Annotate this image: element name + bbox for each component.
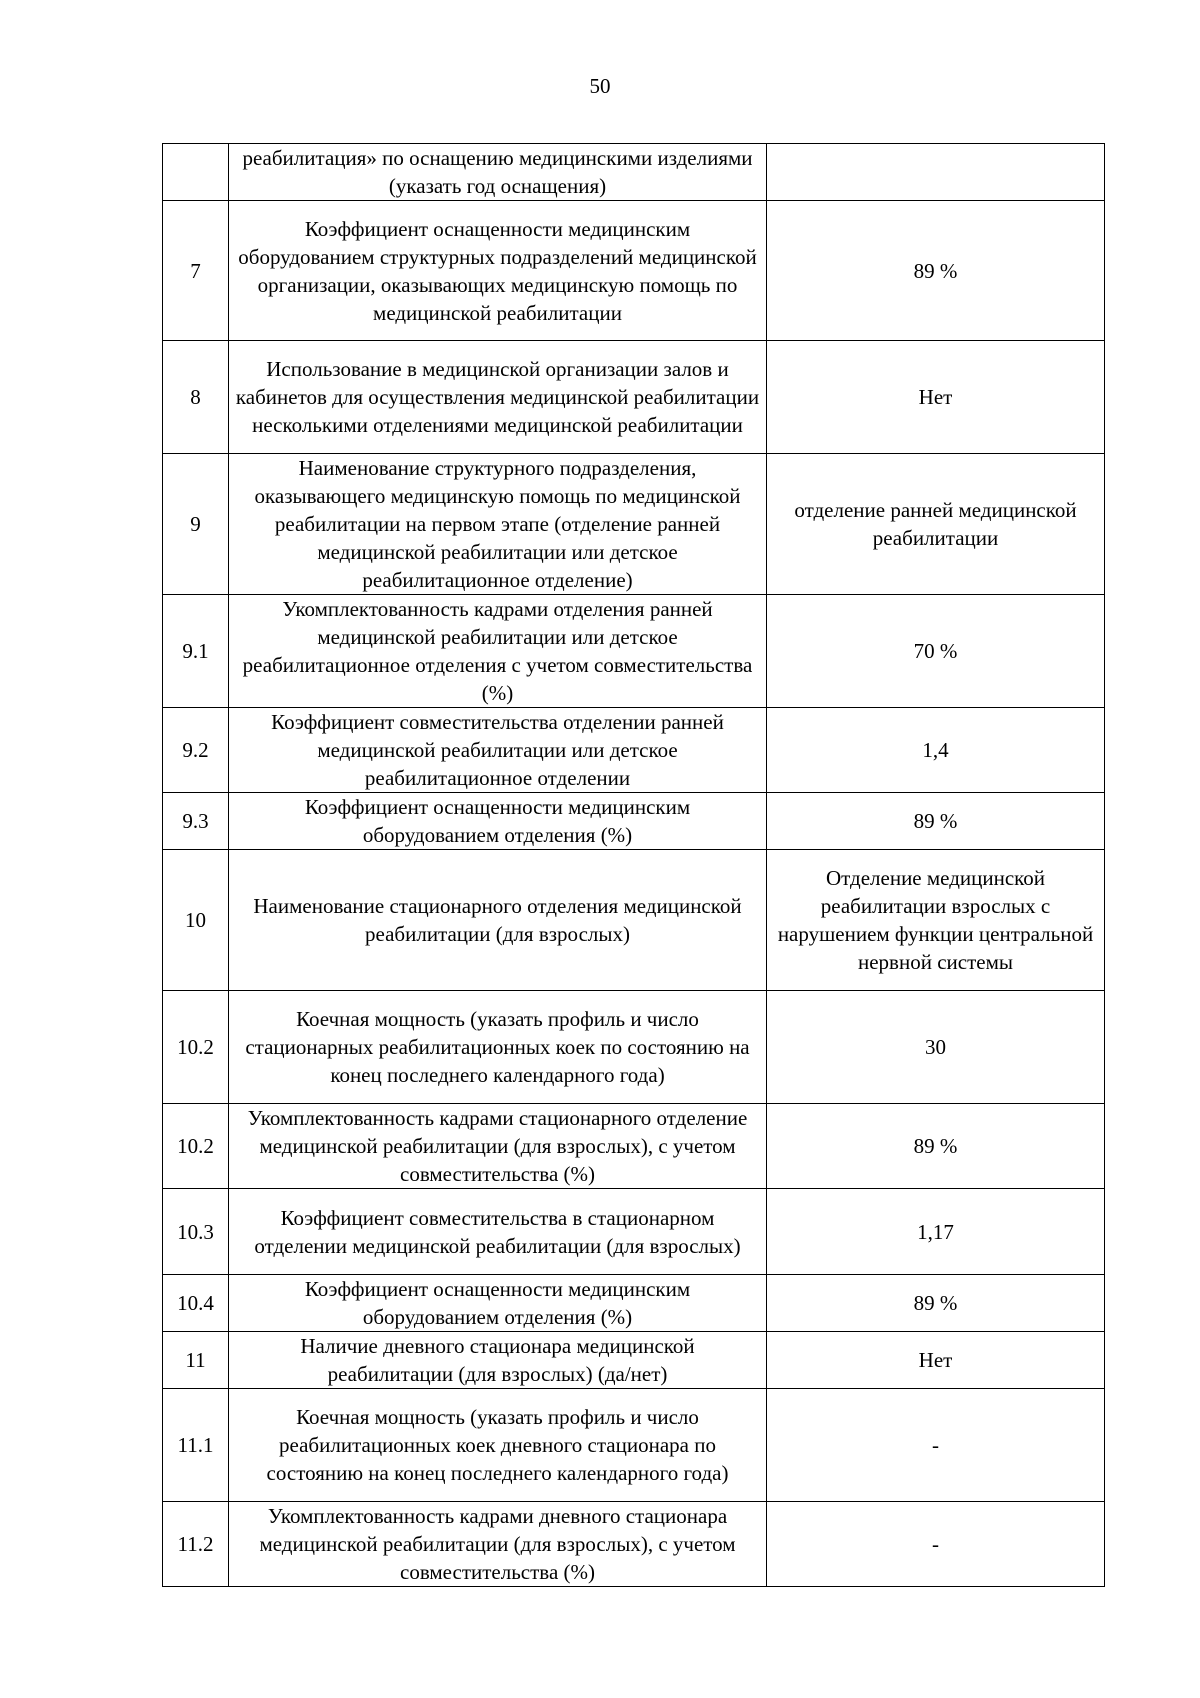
row-description-cell: Укомплектованность кадрами отделения ранней медицинской реабилитации или детское реабилитационное отделения с учетом совместительства (%)	[229, 595, 767, 708]
row-number-cell: 9.1	[163, 595, 229, 708]
table-row	[163, 341, 1105, 454]
page-number: 50	[589, 74, 611, 98]
row-number-cell: 10.2	[163, 1104, 229, 1189]
row-value-cell: Нет	[767, 341, 1105, 454]
row-description-cell: Наименование стационарного отделения медицинской реабилитации (для взрослых)	[229, 850, 767, 991]
row-value-cell: 89 %	[767, 201, 1105, 341]
row-value-cell: 30	[767, 991, 1105, 1104]
table-row	[163, 991, 1105, 1104]
table-row	[163, 1189, 1105, 1275]
table-row	[163, 1332, 1105, 1389]
row-value-cell: Нет	[767, 1332, 1105, 1389]
row-description-cell: Коэффициент оснащенности медицинским оборудованием структурных подразделений медицинской организации, оказывающих медицинскую помощь по медицинской реабилитации	[229, 201, 767, 341]
row-description-cell: Коэффициент оснащенности медицинским оборудованием отделения (%)	[229, 793, 767, 850]
data-table	[162, 143, 1105, 1587]
row-number-cell: 10.4	[163, 1275, 229, 1332]
row-number-cell: 7	[163, 201, 229, 341]
row-value-cell: 89 %	[767, 1275, 1105, 1332]
row-number-cell: 11	[163, 1332, 229, 1389]
row-value-cell: отделение ранней медицинской реабилитации	[767, 454, 1105, 595]
table-row	[163, 1275, 1105, 1332]
row-value-cell: 1,4	[767, 708, 1105, 793]
row-value-cell: 1,17	[767, 1189, 1105, 1275]
row-description-cell: Коечная мощность (указать профиль и число стационарных реабилитационных коек по состоянию на конец последнего календарного года)	[229, 991, 767, 1104]
row-description-cell: Коечная мощность (указать профиль и число реабилитационных коек дневного стационара по состоянию на конец последнего календарного года)	[229, 1389, 767, 1502]
row-value-cell: 70 %	[767, 595, 1105, 708]
row-number-cell: 10	[163, 850, 229, 991]
row-number-cell: 9	[163, 454, 229, 595]
row-description-cell: Наименование структурного подразделения, оказывающего медицинскую помощь по медицинской реабилитации на первом этапе (отделение ранней медицинской реабилитации или детское реабилитационное отделение)	[229, 454, 767, 595]
table-row	[163, 1104, 1105, 1189]
row-description-cell: Коэффициент совместительства в стационарном отделении медицинской реабилитации (для взрослых)	[229, 1189, 767, 1275]
table-row	[163, 850, 1105, 991]
row-value-cell: 89 %	[767, 793, 1105, 850]
row-number-cell: 9.3	[163, 793, 229, 850]
row-description-cell: реабилитация» по оснащению медицинскими изделиями (указать год оснащения)	[229, 144, 767, 201]
table-row	[163, 595, 1105, 708]
row-value-cell: Отделение медицинской реабилитации взрослых с нарушением функции центральной нервной системы	[767, 850, 1105, 991]
row-number-cell: 11.1	[163, 1389, 229, 1502]
row-description-cell: Укомплектованность кадрами дневного стационара медицинской реабилитации (для взрослых), с учетом совместительства (%)	[229, 1502, 767, 1587]
row-number-cell: 10.3	[163, 1189, 229, 1275]
row-value-cell: -	[767, 1389, 1105, 1502]
table-row	[163, 708, 1105, 793]
table-row	[163, 793, 1105, 850]
table-row	[163, 1502, 1105, 1587]
row-number-cell: 9.2	[163, 708, 229, 793]
row-description-cell: Наличие дневного стационара медицинской реабилитации (для взрослых) (да/нет)	[229, 1332, 767, 1389]
table-row	[163, 454, 1105, 595]
row-number-cell: 8	[163, 341, 229, 454]
table-row	[163, 1389, 1105, 1502]
table-row	[163, 144, 1105, 201]
row-description-cell: Использование в медицинской организации залов и кабинетов для осуществления медицинской реабилитации несколькими отделениями медицинской реабилитации	[229, 341, 767, 454]
row-description-cell: Коэффициент оснащенности медицинским оборудованием отделения (%)	[229, 1275, 767, 1332]
table-row	[163, 201, 1105, 341]
row-description-cell: Укомплектованность кадрами стационарного отделение медицинской реабилитации (для взрослых), с учетом совместительства (%)	[229, 1104, 767, 1189]
row-number-cell	[163, 144, 229, 201]
row-number-cell: 11.2	[163, 1502, 229, 1587]
row-value-cell	[767, 144, 1105, 201]
row-number-cell: 10.2	[163, 991, 229, 1104]
row-description-cell: Коэффициент совместительства отделении ранней медицинской реабилитации или детское реабилитационное отделении	[229, 708, 767, 793]
row-value-cell: -	[767, 1502, 1105, 1587]
row-value-cell: 89 %	[767, 1104, 1105, 1189]
